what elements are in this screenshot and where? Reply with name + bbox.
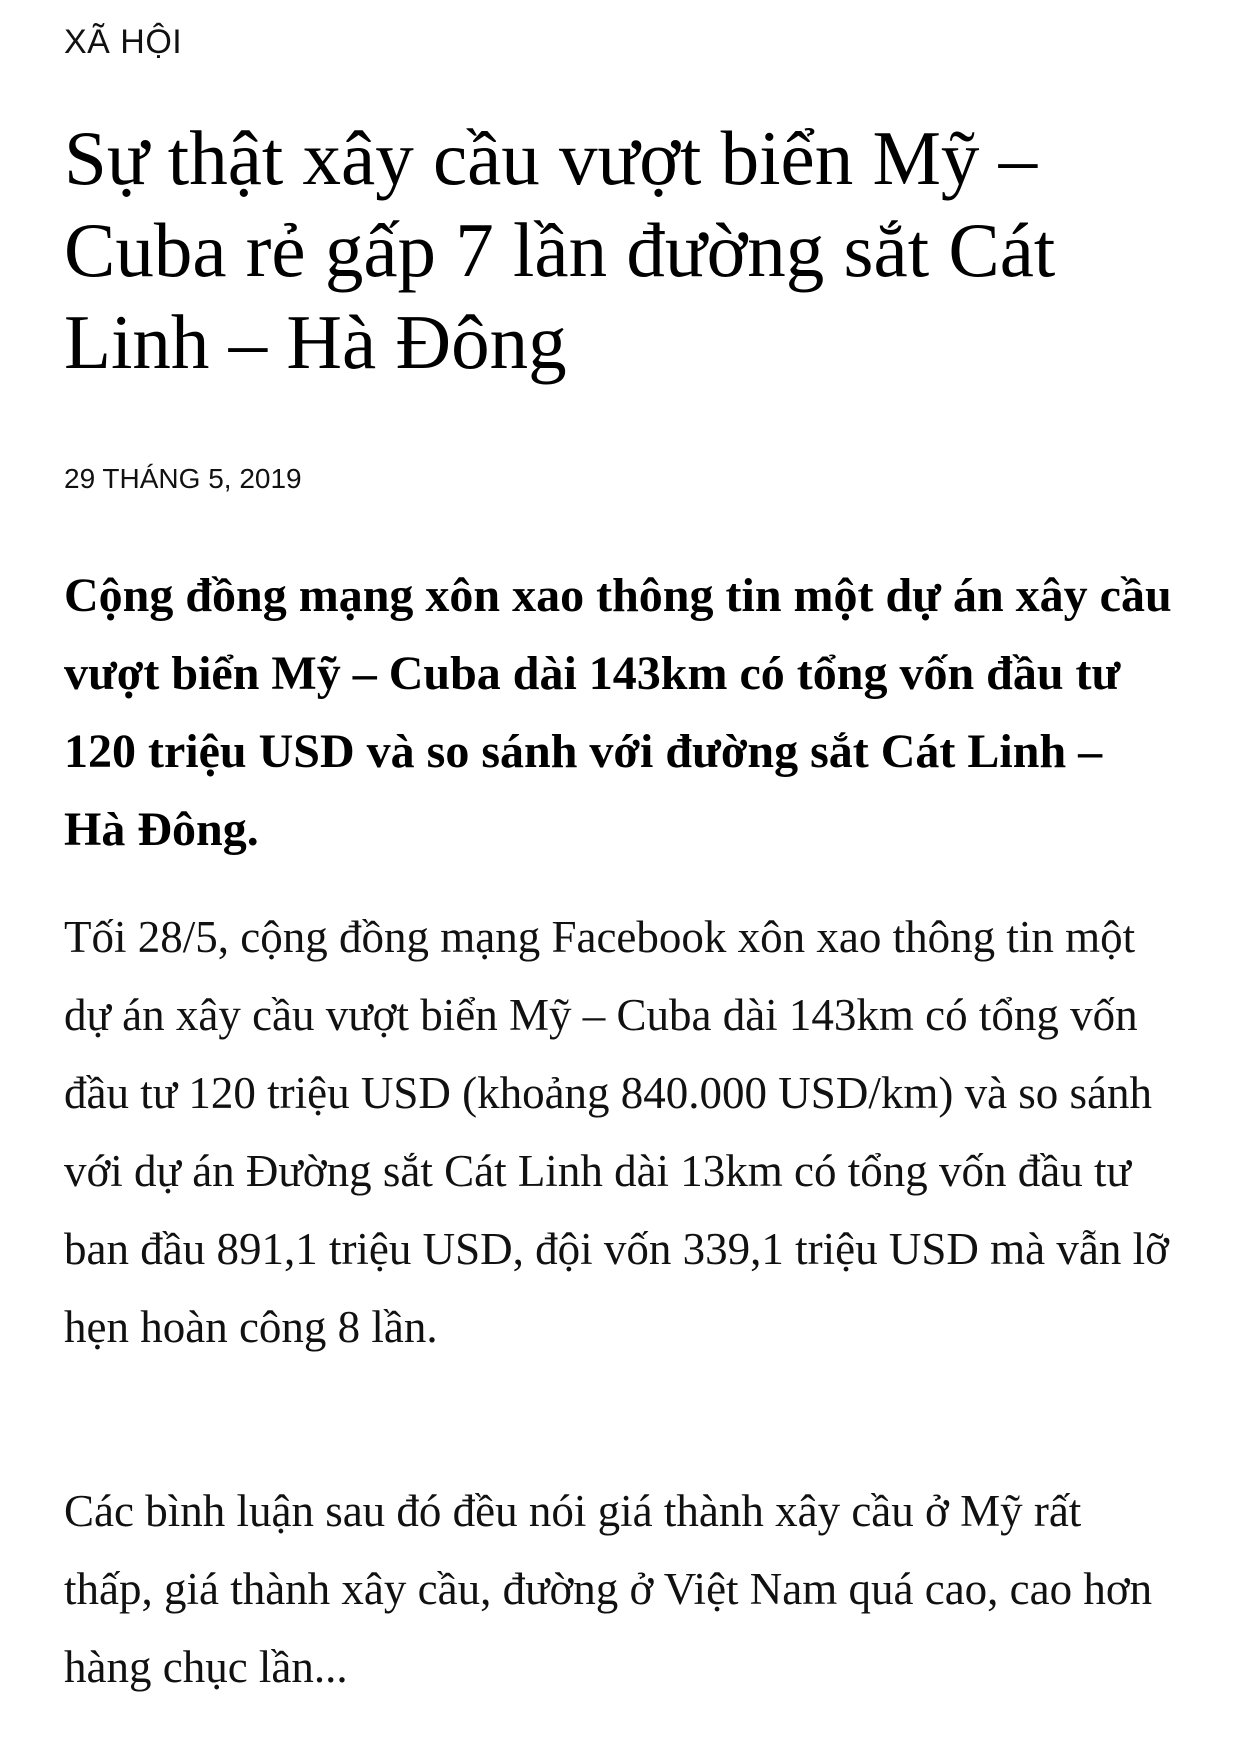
category-link[interactable]: XÃ HỘI — [64, 23, 183, 61]
article-paragraph: Tối 28/5, cộng đồng mạng Facebook xôn xao thông tin một dự án xây cầu vượt biển Mỹ – Cuba dài 143km có tổng vốn đầu tư 120 triệu USD (khoảng 840.000 USD/km) và so sánh với dự án Đường sắt Cát Linh dài 13km có tổng vốn đầu tư ban đầu 891,1 triệu USD, đội vốn 339,1 triệu USD mà vẫn lỡ hẹn hoàn công 8 lần. — [64, 912, 1169, 1352]
article-lead: Cộng đồng mạng xôn xao thông tin một dự án xây cầu vượt biển Mỹ – Cuba dài 143km có tổng vốn đầu tư 120 triệu USD và so sánh với đường sắt Cát Linh – Hà Đông. — [64, 569, 1172, 856]
publish-date: 29 THÁNG 5, 2019 — [64, 463, 302, 494]
article-title: Sự thật xây cầu vượt biển Mỹ – Cuba rẻ gấp 7 lần đường sắt Cát Linh – Hà Đông — [64, 115, 1056, 385]
article-paragraph: Các bình luận sau đó đều nói giá thành xây cầu ở Mỹ rất thấp, giá thành xây cầu, đường ở Việt Nam quá cao, cao hơn hàng chục lần... — [64, 1486, 1153, 1692]
